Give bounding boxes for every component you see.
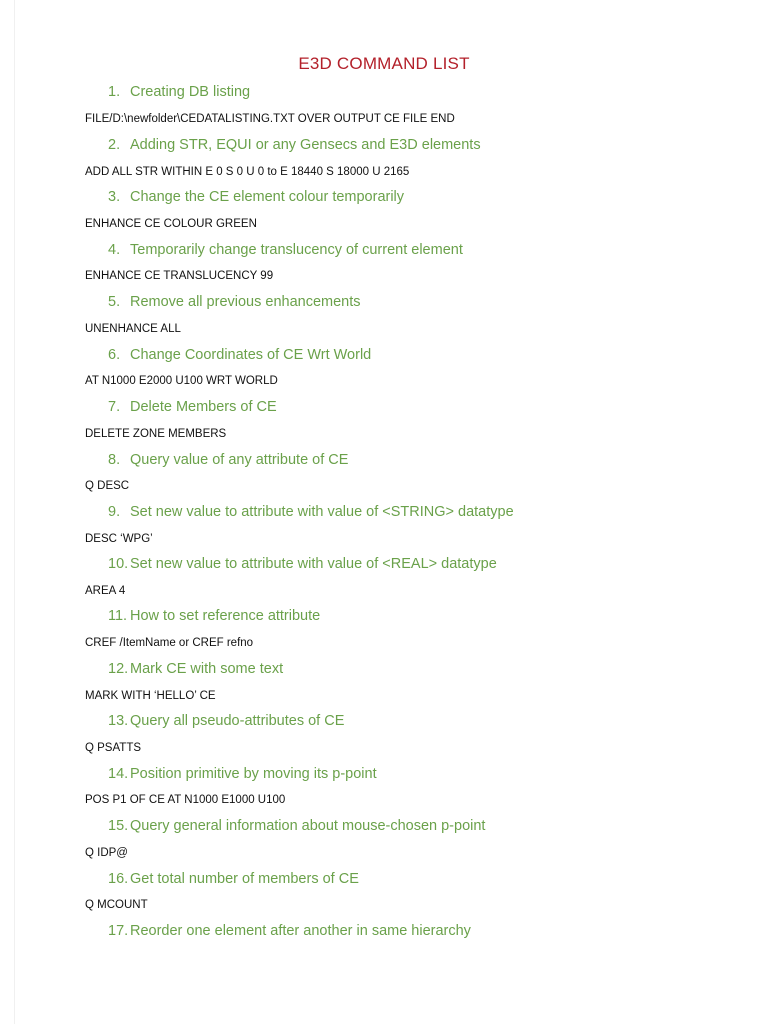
entry-command-12: MARK WITH ‘HELLO’ CE bbox=[85, 690, 216, 702]
entry-command-1: FILE/D:\newfolder\CEDATALISTING.TXT OVER OUTPUT CE FILE END bbox=[85, 113, 455, 125]
entry-heading-12: 12. Mark CE with some text bbox=[108, 661, 284, 677]
entry-heading-2: 2. Adding STR, EQUI or any Gensecs and E3D elements bbox=[108, 137, 481, 153]
entry-heading-7: 7. Delete Members of CE bbox=[108, 399, 277, 415]
entry-command-14: POS P1 OF CE AT N1000 E1000 U100 bbox=[85, 794, 286, 806]
entry-command-13: Q PSATTS bbox=[85, 742, 142, 754]
entry-heading-17: 17. Reorder one element after another in same hierarchy bbox=[108, 923, 471, 939]
entry-heading-16: 16. Get total number of members of CE bbox=[108, 871, 359, 887]
entry-heading-4: 4. Temporarily change translucency of current element bbox=[108, 242, 463, 258]
entry-heading-6: 6. Change Coordinates of CE Wrt World bbox=[108, 347, 372, 363]
document-title: E3D COMMAND LIST bbox=[298, 54, 470, 73]
entry-command-6: AT N1000 E2000 U100 WRT WORLD bbox=[85, 375, 278, 387]
entry-command-16: Q MCOUNT bbox=[85, 899, 148, 911]
entry-command-2: ADD ALL STR WITHIN E 0 S 0 U 0 to E 18440 S 18000 U 2165 bbox=[85, 166, 410, 178]
entry-command-15: Q IDP@ bbox=[85, 847, 128, 859]
entry-heading-11: 11. How to set reference attribute bbox=[108, 608, 321, 624]
entry-command-3: ENHANCE CE COLOUR GREEN bbox=[85, 218, 257, 230]
entry-heading-14: 14. Position primitive by moving its p-point bbox=[108, 766, 377, 782]
entry-command-10: AREA 4 bbox=[85, 585, 126, 597]
entry-heading-3: 3. Change the CE element colour temporarily bbox=[108, 189, 405, 205]
entry-heading-5: 5. Remove all previous enhancements bbox=[108, 294, 361, 310]
entry-command-9: DESC ‘WPG’ bbox=[85, 533, 153, 545]
entry-heading-15: 15. Query general information about mouse-chosen p-point bbox=[108, 818, 486, 834]
entry-command-11: CREF /ItemName or CREF refno bbox=[85, 637, 254, 649]
entry-heading-8: 8. Query value of any attribute of CE bbox=[108, 452, 349, 468]
entry-command-8: Q DESC bbox=[85, 480, 130, 492]
entry-command-5: UNENHANCE ALL bbox=[85, 323, 181, 335]
entry-heading-9: 9. Set new value to attribute with value of <STRING> datatype bbox=[108, 504, 514, 520]
entry-command-4: ENHANCE CE TRANSLUCENCY 99 bbox=[85, 270, 274, 282]
entry-heading-13: 13. Query all pseudo-attributes of CE bbox=[108, 713, 345, 729]
entry-command-7: DELETE ZONE MEMBERS bbox=[85, 428, 227, 440]
entry-heading-10: 10. Set new value to attribute with value of <REAL> datatype bbox=[108, 556, 497, 572]
entry-heading-1: 1. Creating DB listing bbox=[108, 84, 251, 100]
